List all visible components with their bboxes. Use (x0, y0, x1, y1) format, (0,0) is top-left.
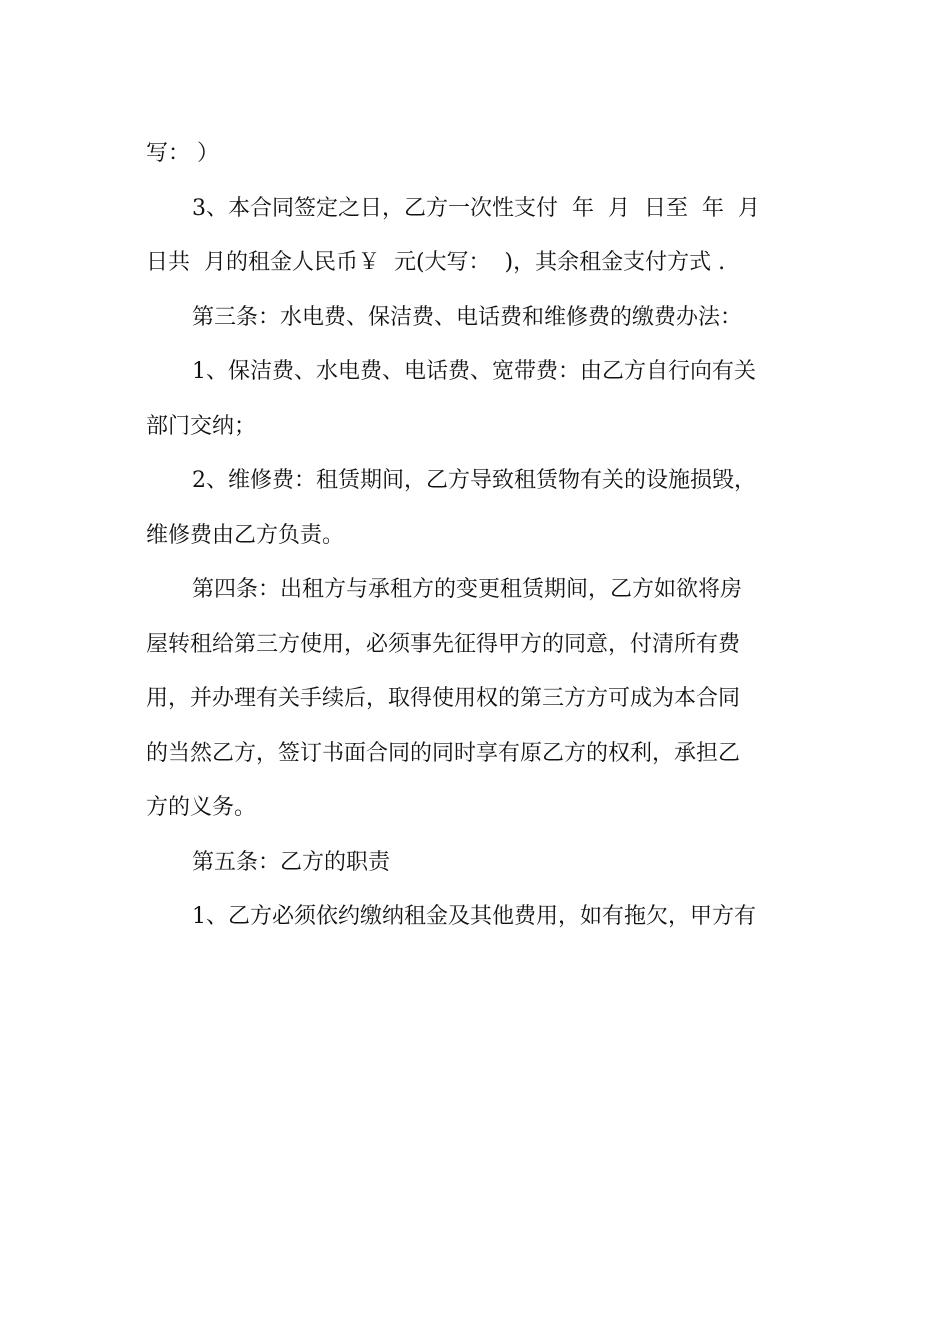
text-line-item-1: 1、保洁费、水电费、电话费、宽带费：由乙方自行向有关 (192, 359, 756, 384)
text-line: 的当然乙方，签订书面合同的同时享有原乙方的权利，承担乙 (146, 740, 741, 766)
text-line: 维修费由乙方负责。 (146, 522, 345, 548)
text-line: 方的义务。 (146, 795, 257, 820)
text-line-item-1: 1、乙方必须依约缴纳租金及其他费用，如有拖欠，甲方有 (192, 904, 756, 929)
text-line: 屋转租给第三方使用，必须事先征得甲方的同意，付清所有费 (146, 631, 741, 657)
article-5-heading: 第五条：乙方的职责 (192, 849, 391, 875)
text-line-continuation: 写： ） (146, 141, 219, 166)
text-line: 用，并办理有关手续后，取得使用权的第三方方可成为本合同 (146, 686, 741, 711)
article-3-heading: 第三条：水电费、保洁费、电话费和维修费的缴费办法： (192, 304, 743, 330)
text-line: 日共 月的租金人民币￥ 元(大写： )，其余租金支付方式 . (146, 250, 726, 275)
article-4-paragraph: 第四条：出租方与承租方的变更租赁期间，乙方如欲将房 (192, 577, 743, 602)
text-line-item-2: 2、维修费：租赁期间，乙方导致租赁物有关的设施损毁， (192, 468, 756, 493)
text-line-clause-3: 3、本合同签定之日，乙方一次性支付 年 月 日至 年 月 (192, 195, 760, 221)
text-line: 部门交纳； (146, 413, 257, 439)
contract-text-body (146, 127, 810, 945)
